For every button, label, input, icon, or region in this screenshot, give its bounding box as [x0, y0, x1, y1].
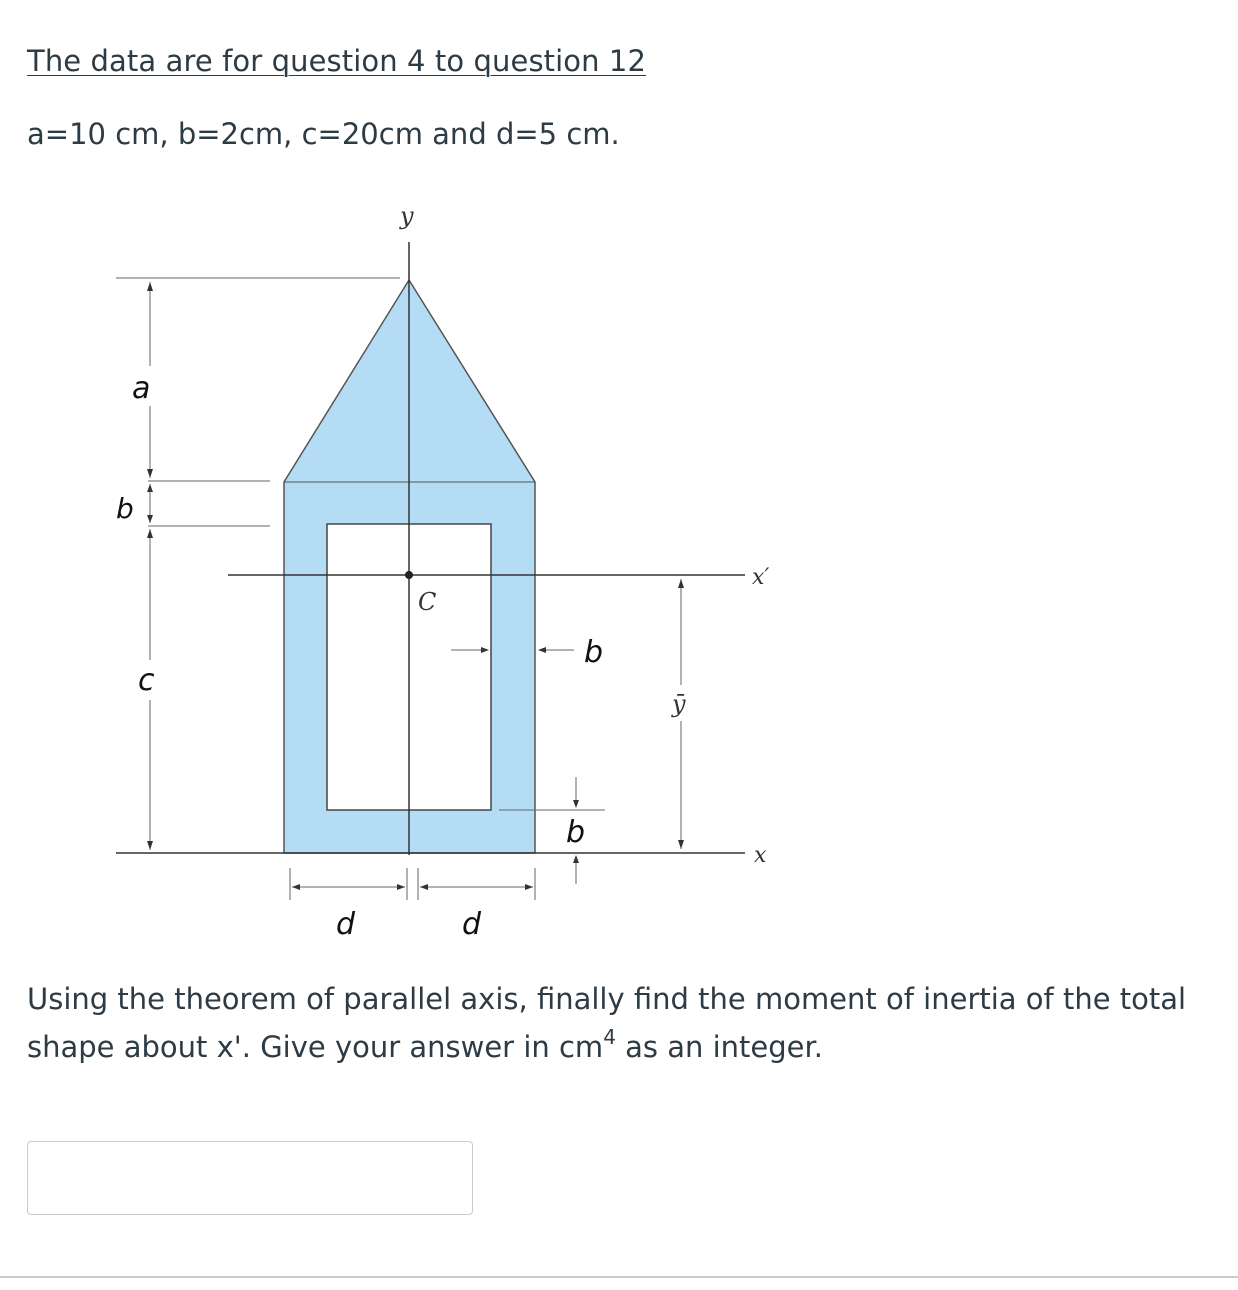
dim-label-b-side: b	[584, 635, 604, 670]
dim-label-ybar: ȳ	[672, 690, 686, 718]
dim-label-d-left: d	[336, 907, 356, 942]
dim-label-b-bottom: b	[566, 815, 586, 850]
y-axis-label: y	[400, 202, 414, 230]
dim-label-b-left: b	[116, 492, 134, 525]
question-range-link[interactable]: The data are for question 4 to question 12	[27, 44, 647, 78]
question-unit-exponent: 4	[603, 1025, 616, 1050]
dim-label-d-right: d	[462, 907, 482, 942]
x-prime-axis-label: x′	[752, 565, 770, 590]
centroid-dot	[405, 571, 413, 579]
centroid-label: C	[418, 588, 437, 616]
question-text-main: Using the theorem of parallel axis, finally find the moment of inertia of the total shape about x'. Give your answer in cm	[27, 982, 1187, 1064]
dim-label-a: a	[132, 371, 151, 406]
bottom-divider	[0, 1276, 1238, 1278]
question-text	[27, 975, 1232, 1071]
cross-section-figure	[0, 190, 800, 950]
answer-input[interactable]	[27, 1141, 473, 1215]
x-axis-label: x	[754, 843, 767, 868]
dim-label-c: c	[138, 663, 155, 698]
given-dimensions-text: a=10 cm, b=2cm, c=20cm and d=5 cm.	[27, 117, 620, 151]
question-text-tail: as an integer.	[615, 1030, 823, 1064]
